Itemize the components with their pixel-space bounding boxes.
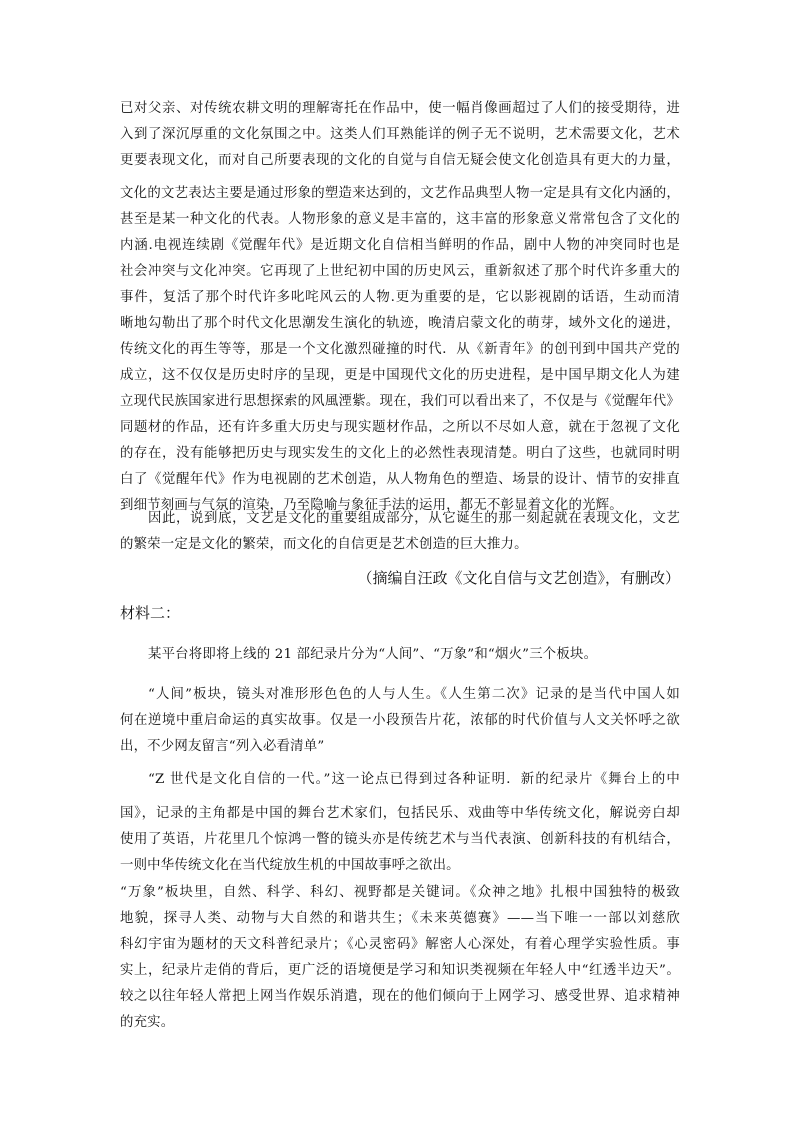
text-line: 甚至是某一种文化的代表。人物形象的意义是丰富的，这丰富的形象意义常常包含了文化的 [120,212,680,227]
text-line: 文化的文艺表达主要是通过形象的塑造来达到的，文艺作品典型人物一定是具有文化内涵的， [120,186,680,201]
text-line: 地貌，探寻人类、动物与大自然的和谐共生；《未来英德赛》——当下唯一一部以刘慈欣 [120,911,680,926]
text-line: 已对父亲、对传统农耕文明的理解寄托在作品中，使一幅肖像画超过了人们的接受期待，进 [120,101,680,116]
text-line: 到细节刻画与气氛的渲染，乃至隐喻与象征手法的运用，都无不彰显着文化的光辉。 [120,498,623,513]
paragraph-cultural-expression [120,181,680,519]
text-line: 成立，这不仅仅是历史时序的呈现，更是中国现代文化的历史进程，是中国早期文化人为建 [120,368,680,383]
material-heading: 材料二： [120,604,181,622]
text-line: 较之以往年轻人常把上网当作娱乐消遣，现在的他们倾向于上网学习、感受世界、追求精神 [120,989,680,1004]
text-line: “Z 世代是文化自信的一代。”这一论点已得到过各种证明．新的纪录片《舞台上的中 [148,772,680,787]
paragraph-gen-z [120,767,680,879]
text-line: 出，不少网友留言“列入必看清单” [120,739,325,754]
source-citation: （摘编自汪政《文化自信与文艺创造》，有删改） [357,569,680,587]
text-line: “万象”板块里，自然、科学、科幻、视野都是关键词。《众神之地》扎根中国独特的极致 [120,885,680,900]
paragraph-conclusion [120,506,680,558]
paragraph-renjian [120,682,680,760]
text-line: 传统文化的再生等等，那是一个文化激烈碰撞的时代．从《新青年》的创刊到中国共产党的 [120,342,680,357]
text-line: 的存在，没有能够把历史与现实发生的文化上的必然性表现清楚。明白了这些，也就同时明 [120,446,680,461]
text-line: 科幻宇宙为题材的天文科普纪录片；《心灵密码》解密人心深处，有着心理学实验性质。事 [120,937,680,952]
text-line: 何在逆境中重启命运的真实故事。仅是一小段预告片花，浓郁的时代价值与人文关怀呼之欲 [120,713,680,728]
text-line: 社会冲突与文化冲突。它再现了上世纪初中国的历史风云，重新叙述了那个时代许多重大的 [120,264,680,279]
text-line: 国》，记录的主角都是中国的舞台艺术家们，包括民乐、戏曲等中华传统文化，解说旁白却 [120,806,680,821]
text-line: 使用了英语，片花里几个惊鸿一瞥的镜头亦是传统艺术与当代表演、创新科技的有机结合， [120,832,680,847]
paragraph-wanxiang [120,880,680,1036]
text-line: 同题材的作品，还有许多重大历史与现实题材作品，之所以不尽如人意，就在于忽视了文化 [120,420,680,435]
text-line: 晰地勾勒出了那个时代文化思潮发生演化的轨迹，晚清启蒙文化的萌芽，域外文化的递进， [120,316,680,331]
paragraph-continuation [120,96,680,174]
text-line: 事件，复活了那个时代许多叱咤风云的人物.更为重要的是，它以影视剧的话语，生动而清 [120,290,680,305]
text-line: 因此，说到底，文艺是文化的重要组成部分，从它诞生的那一刻起就在表现文化，文艺 [148,511,680,526]
text-line: 内涵.电视连续剧《觉醒年代》是近期文化自信相当鲜明的作品，剧中人物的冲突同时也是 [120,238,680,253]
text-line: 白了《觉醒年代》作为电视剧的艺术创造，从人物角色的塑造、场景的设计、情节的安排直 [120,472,680,487]
text-line: 更要表现文化，而对自己所要表现的文化的自觉与自信无疑会使文化创造具有更大的力量， [120,153,680,168]
paragraph-intro [120,642,680,668]
text-line: “人间”板块，镜头对准形形色色的人与人生。《人生第二次》记录的是当代中国人如 [148,687,680,702]
text-line: 入到了深沉厚重的文化氛围之中。这类人们耳熟能详的例子无不说明，艺术需要文化，艺术 [120,127,680,142]
text-line: 的充实。 [120,1015,175,1030]
text-line: 立现代民族国家进行思想探索的风風湮紫。现在，我们可以看出来了，不仅是与《觉醒年代》 [120,394,680,409]
text-line: 实上，纪录片走俏的背后，更广泛的语境便是学习和知识类视频在年轻人中“红透半边天”。 [120,963,680,978]
text-line: 的繁荣一定是文化的繁荣，而文化的自信更是艺术创造的巨大推力。 [120,537,528,552]
text-line: 某平台将即将上线的 21 部纪录片分为“人间”、“万象”和“烟火”三个板块。 [148,647,598,662]
text-line: 一则中华传统文化在当代绽放生机的中国故事呼之欲出。 [120,858,460,873]
